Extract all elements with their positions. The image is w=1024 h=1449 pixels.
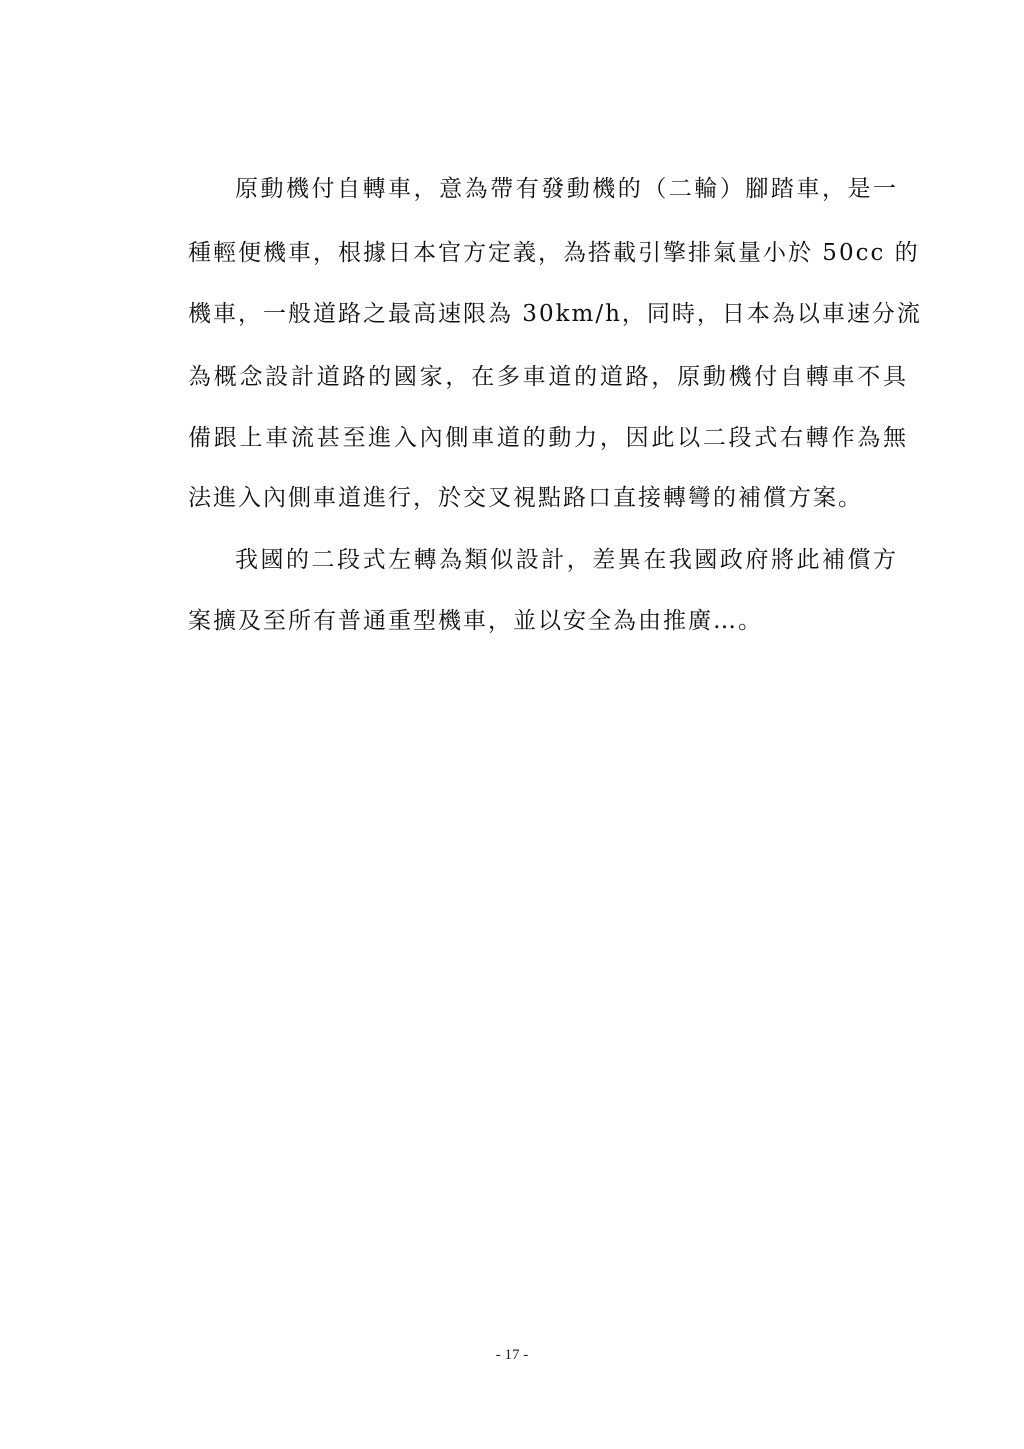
paragraph-1-line-4: 為概念設計道路的國家，在多車道的道路，原動機付自轉車不具 — [188, 364, 908, 390]
paragraph-1-line-6: 法進入內側車道進行，於交叉視點路口直接轉彎的補償方案。 — [188, 485, 863, 511]
paragraph-1-line-3: 機車，一般道路之最高速限為 30km/h，同時，日本為以車速分流 — [188, 301, 922, 327]
paragraph-1-line-1: 原動機付自轉車，意為帶有發動機的（二輪）腳踏車，是一 — [235, 176, 898, 202]
paragraph-1-line-5: 備跟上車流甚至進入內側車道的動力，因此以二段式右轉作為無 — [188, 425, 908, 451]
paragraph-2-line-2: 案擴及至所有普通重型機車，並以安全為由推廣…。 — [188, 608, 763, 634]
paragraph-2-line-1: 我國的二段式左轉為類似設計，差異在我國政府將此補償方 — [235, 547, 898, 573]
paragraph-1-line-2: 種輕便機車，根據日本官方定義，為搭載引擎排氣量小於 50cc 的 — [188, 240, 920, 266]
page-number: - 17 - — [495, 1347, 529, 1363]
